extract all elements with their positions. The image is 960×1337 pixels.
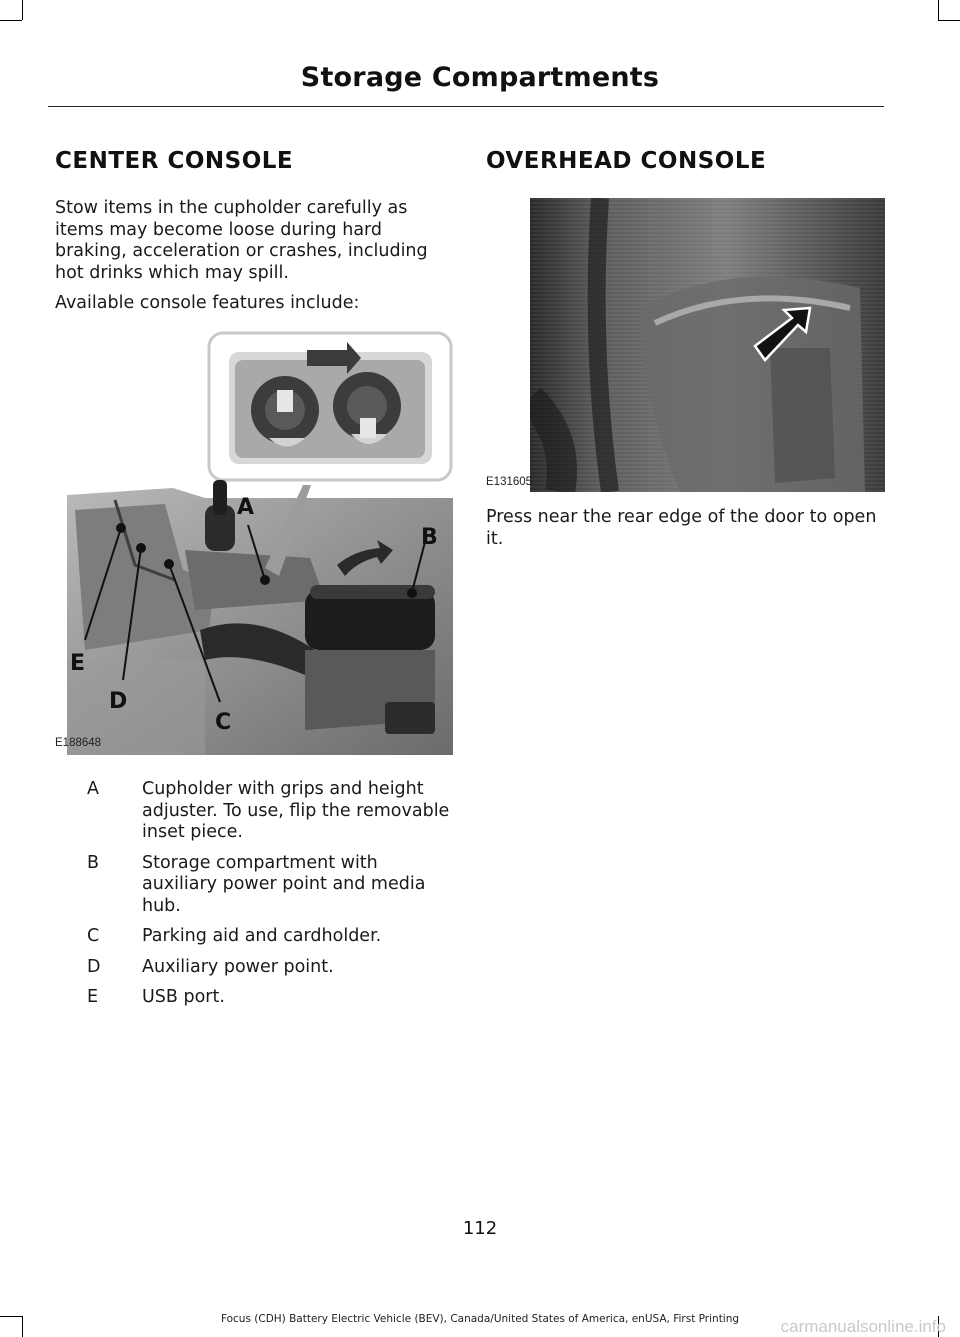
header-divider bbox=[48, 106, 884, 107]
center-console-heading: CENTER CONSOLE bbox=[55, 148, 294, 174]
overhead-console-instruction: Press near the rear edge of the door to open it. bbox=[486, 507, 877, 549]
watermark: carmanualsonline.info bbox=[780, 1317, 946, 1336]
legend-item bbox=[55, 779, 453, 844]
legend-key: D bbox=[87, 956, 101, 977]
callout-d: D bbox=[109, 689, 128, 714]
center-console-warning-text: Stow items in the cupholder carefully as items may become loose during hard braking, acceleration or crashes, including hot drinks which may spill. bbox=[55, 198, 428, 283]
center-console-figure-code: E188648 bbox=[55, 737, 102, 749]
overhead-console-figure bbox=[486, 198, 886, 492]
center-console-features-text: Available console features include: bbox=[55, 293, 360, 313]
overhead-console-figure-code: E131605 bbox=[486, 476, 533, 488]
crop-mark bbox=[938, 20, 960, 21]
overhead-console-text-block bbox=[486, 507, 886, 550]
legend-key: B bbox=[87, 852, 100, 873]
page-title: Storage Compartments bbox=[300, 62, 660, 93]
crop-mark bbox=[22, 0, 23, 20]
page-footer: Focus (CDH) Battery Electric Vehicle (BEV), Canada/United States of America, enUSA, First Printing bbox=[220, 1313, 740, 1325]
center-console-legend bbox=[55, 779, 453, 1018]
legend-key: C bbox=[87, 926, 100, 946]
legend-text: USB port. bbox=[142, 987, 225, 1007]
legend-text: Storage compartment with auxiliary power point and media hub. bbox=[142, 852, 426, 916]
legend-item bbox=[55, 987, 453, 1009]
crop-mark bbox=[938, 0, 939, 20]
legend-text: Auxiliary power point. bbox=[142, 956, 334, 977]
crop-mark bbox=[0, 20, 22, 21]
legend-item bbox=[55, 853, 453, 918]
overhead-console-section bbox=[486, 148, 886, 174]
center-console-figure bbox=[55, 330, 453, 755]
callout-a: A bbox=[237, 495, 255, 520]
legend-text: Cupholder with grips and height adjuster. To use, flip the removable inset piece. bbox=[142, 779, 450, 842]
callout-c: C bbox=[215, 710, 232, 735]
overhead-console-photo bbox=[530, 198, 930, 492]
callout-e: E bbox=[70, 651, 86, 676]
overhead-console-heading: OVERHEAD CONSOLE bbox=[486, 148, 767, 174]
center-console-illustration bbox=[55, 330, 453, 755]
legend-key: A bbox=[87, 779, 99, 799]
legend-key: E bbox=[87, 987, 99, 1007]
callout-b: B bbox=[421, 525, 438, 550]
legend-text: Parking aid and cardholder. bbox=[142, 926, 382, 946]
center-console-section bbox=[55, 148, 453, 315]
legend-item bbox=[55, 957, 453, 979]
legend-item bbox=[55, 926, 453, 948]
page-number: 112 bbox=[462, 1218, 498, 1239]
